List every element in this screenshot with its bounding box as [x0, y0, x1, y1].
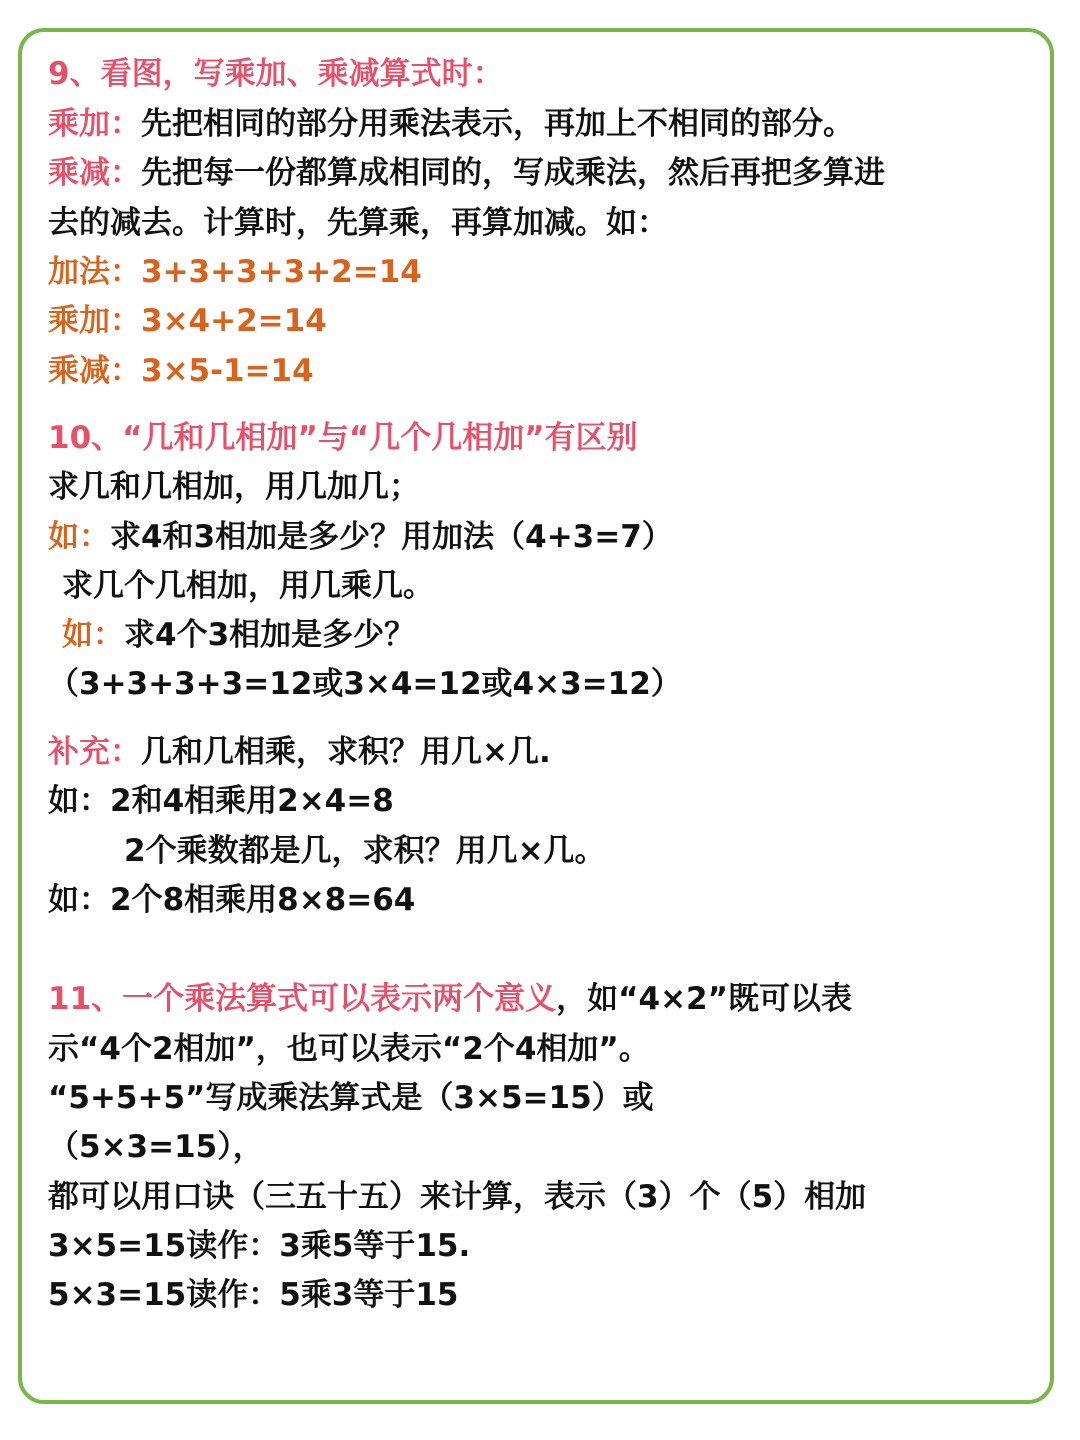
- write-as-multiplication-alt: （5×3=15），: [48, 1129, 264, 1165]
- example-expr: 3×5-1=14: [141, 353, 314, 389]
- section-11-title-rest: ，如“4×2”既可以表: [556, 981, 853, 1017]
- section-11-heading: 11、一个乘法算式可以表示两个意义: [48, 981, 557, 1017]
- supplement-label: 补充：: [48, 734, 141, 770]
- example-label: 如：: [62, 617, 124, 653]
- product-example: [62, 615, 415, 655]
- product-answer: （3+3+3+3=12或3×4=12或4×3=12）: [48, 666, 682, 702]
- rule-text: 先把相同的部分用乘法表示，再加上不相同的部分。: [141, 106, 854, 142]
- rule-text: 先把每一份都算成相同的，写成乘法，然后再把多算进: [141, 155, 885, 191]
- example-multiply-subtract: [48, 351, 314, 391]
- section-10-title: 10、“几和几相加”与“几个几相加”有区别: [48, 420, 638, 456]
- supplement-rule: [48, 732, 551, 772]
- example-text: 求4个3相加是多少？: [124, 617, 416, 653]
- example-label: 乘加：: [48, 303, 141, 339]
- supplement-text: 几和几相乘，求积？用几×几.: [141, 734, 551, 770]
- multiply-add-rule: [48, 104, 854, 144]
- reading-2: 5×3=15读作：5乘3等于15: [48, 1277, 459, 1313]
- sum-rule: 求几和几相加，用几加几；: [48, 469, 420, 505]
- section-9-title: 9、看图，写乘加、乘减算式时：: [48, 56, 504, 92]
- write-as-multiplication: “5+5+5”写成乘法算式是（3×5=15）或: [48, 1080, 654, 1116]
- times-table-text: 都可以用口诀（三五十五）来计算，表示（3）个（5）相加: [48, 1179, 867, 1215]
- example-expr: 3×4+2=14: [141, 303, 327, 339]
- meaning-text: 示“4个2相加”，也可以表示“2个4相加”。: [48, 1031, 650, 1067]
- multiply-subtract-rule: [48, 153, 885, 193]
- supplement-example-2: 如：2个8相乘用8×8=64: [48, 882, 416, 918]
- example-label: 加法：: [48, 254, 141, 290]
- calc-order-text: 去的减去。计算时，先算乘，再算加减。如：: [48, 205, 668, 241]
- example-label: 如：: [48, 519, 110, 555]
- example-multiply-add: [48, 301, 327, 341]
- rule-label: 乘减：: [48, 155, 141, 191]
- supplement-example-1: 如：2和4相乘用2×4=8: [48, 783, 394, 819]
- reading-1: 3×5=15读作：3乘5等于15.: [48, 1228, 471, 1264]
- supplement-rule-2: 2个乘数都是几，求积？用几×几。: [124, 833, 606, 869]
- example-addition: [48, 252, 422, 292]
- section-11-title: [48, 979, 852, 1019]
- example-label: 乘减：: [48, 353, 141, 389]
- sum-example: [48, 517, 673, 557]
- example-expr: 3+3+3+3+2=14: [141, 254, 422, 290]
- product-rule: 求几个几相加，用几乘几。: [62, 568, 434, 604]
- example-text: 求4和3相加是多少？用加法（4+3=7）: [110, 519, 673, 555]
- rule-label: 乘加：: [48, 106, 141, 142]
